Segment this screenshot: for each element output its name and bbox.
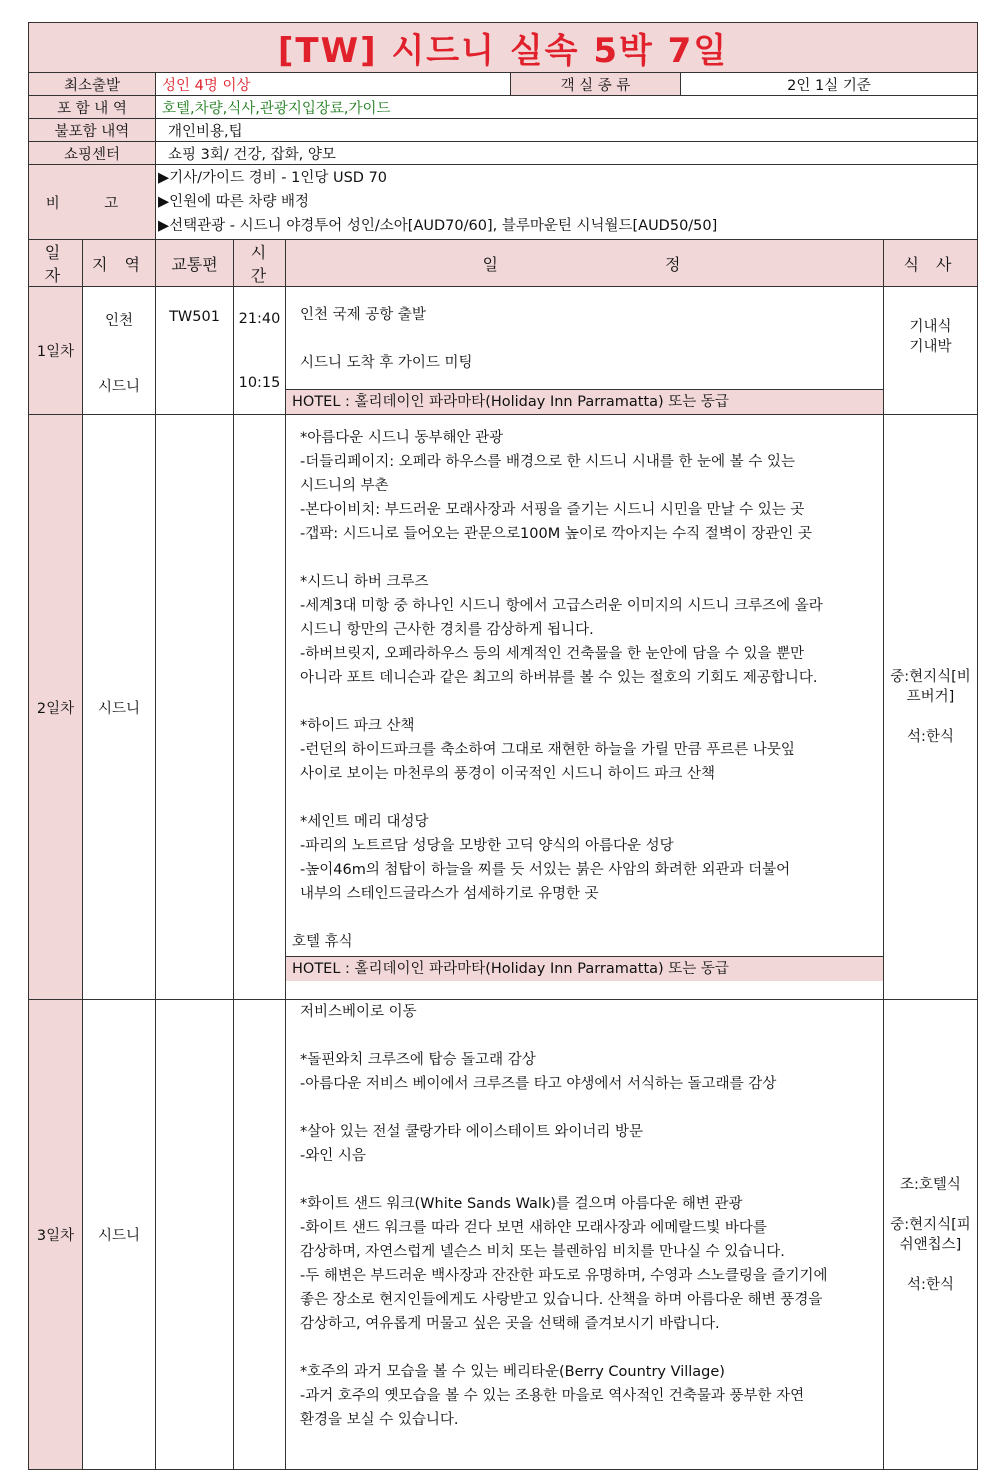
region-cell bbox=[83, 287, 156, 415]
header-time: 시 간 bbox=[234, 240, 286, 287]
header-meal: 식 사 bbox=[884, 240, 978, 287]
time-cell bbox=[234, 287, 286, 415]
min-depart-value: 성인 4명 이상 bbox=[156, 73, 511, 96]
meal-line: 중:현지식[피 bbox=[890, 1216, 971, 1233]
transport-flight: TW501 bbox=[156, 287, 234, 415]
schedule-cell bbox=[286, 1000, 884, 1470]
room-type-label: 객 실 종 류 bbox=[511, 73, 681, 96]
schedule-line bbox=[292, 546, 877, 570]
region-cell: 시드니 bbox=[83, 1000, 156, 1470]
include-label: 포 함 내 역 bbox=[29, 96, 156, 119]
transport-cell bbox=[156, 1000, 234, 1470]
itinerary-document bbox=[28, 22, 977, 1470]
schedule-line: -하버브릿지, 오페라하우스 등의 세계적인 건축물을 한 눈안에 담을 수 있을 뿐만 bbox=[300, 646, 805, 662]
time-depart: 21:40 bbox=[238, 311, 281, 327]
meal-line: 석:한식 bbox=[907, 1276, 954, 1293]
header-transport: 교통편 bbox=[156, 240, 234, 287]
schedule-line: 좋은 장소로 현지인들에게도 사랑받고 있습니다. 산책을 하며 아름다운 해변 풍경을 bbox=[300, 1292, 823, 1308]
remarks-box bbox=[156, 165, 978, 240]
schedule-line: *하이드 파크 산책 bbox=[300, 718, 415, 734]
meal-line: 중:현지식[비 bbox=[890, 669, 971, 685]
remark-line: ▶기사/가이드 경비 - 1인당 USD 70 bbox=[158, 170, 388, 186]
day-label: 3일차 bbox=[29, 1000, 83, 1470]
schedule-line: 호텔 휴식 bbox=[292, 934, 353, 950]
meal-line bbox=[890, 1195, 971, 1215]
schedule-line: 감상하고, 여유롭게 머물고 싶은 곳을 선택해 즐겨보시기 바랍니다. bbox=[300, 1316, 720, 1332]
schedule-line: -과거 호주의 옛모습을 볼 수 있는 조용한 마을로 역사적인 건축물과 풍부한 자연 bbox=[300, 1388, 805, 1404]
remark-line: ▶인원에 따른 차량 배정 bbox=[158, 194, 310, 210]
schedule-line bbox=[292, 906, 877, 930]
schedule-line: *살아 있는 전설 쿨랑가타 에이스테이트 와이너리 방문 bbox=[300, 1124, 644, 1140]
region-end: 시드니 bbox=[97, 379, 141, 395]
info-table bbox=[28, 22, 978, 240]
schedule-line: -갭팍: 시드니로 들어오는 관문으로100M 높이로 깍아지는 수직 절벽이 장관인 곳 bbox=[300, 526, 812, 542]
meal-line: 기내박 bbox=[909, 339, 952, 355]
schedule-line: -아름다운 저비스 베이에서 크루즈를 타고 야생에서 서식하는 돌고래를 감상 bbox=[300, 1076, 777, 1092]
meal-cell bbox=[884, 1000, 978, 1470]
schedule-line: -본다이비치: 부드러운 모래사장과 서핑을 즐기는 시드니 시민을 만날 수 있는 곳 bbox=[300, 502, 805, 518]
transport-cell bbox=[156, 415, 234, 1000]
schedule-line: -파리의 노트르담 성당을 모방한 고딕 양식의 아름다운 성당 bbox=[300, 838, 674, 854]
room-type-value: 2인 1실 기준 bbox=[681, 73, 978, 96]
day-label: 2일차 bbox=[29, 415, 83, 1000]
hotel-line: HOTEL : 홀리데이인 파라마타(Holiday Inn Parramatta) 또는 동급 bbox=[286, 956, 883, 981]
schedule-table bbox=[28, 239, 978, 1470]
schedule-line bbox=[292, 786, 877, 810]
schedule-line: -더들리페이지: 오페라 하우스를 배경으로 한 시드니 시내를 한 눈에 볼 수 있는 bbox=[300, 454, 796, 470]
schedule-line: *아름다운 시드니 동부해안 관광 bbox=[300, 430, 504, 446]
header-schedule: 일 정 bbox=[286, 240, 884, 287]
schedule-line: 환경을 보실 수 있습니다. bbox=[300, 1412, 459, 1428]
day-row bbox=[29, 287, 978, 415]
meal-line bbox=[890, 1255, 971, 1275]
time-cell bbox=[234, 1000, 286, 1470]
schedule-line: 인천 국제 공항 출발 bbox=[300, 307, 426, 323]
schedule-line: *시드니 하버 크루즈 bbox=[300, 574, 429, 590]
meal-cell bbox=[884, 415, 978, 1000]
schedule-line: 시드니의 부촌 bbox=[300, 478, 389, 494]
schedule-line: -와인 시음 bbox=[300, 1148, 366, 1164]
schedule-line: 저비스베이로 이동 bbox=[300, 1004, 417, 1020]
page-title: [TW] 시드니 실속 5박 7일 bbox=[29, 23, 978, 73]
meal-line: 쉬앤칩스] bbox=[899, 1236, 962, 1253]
schedule-line: -런던의 하이드파크를 축소하여 그대로 재현한 하늘을 가릴 만큼 푸르른 나뭇잎 bbox=[300, 742, 795, 758]
header-day: 일 자 bbox=[29, 240, 83, 287]
time-arrive: 10:15 bbox=[238, 375, 281, 391]
schedule-line: 내부의 스테인드글라스가 섬세하기로 유명한 곳 bbox=[300, 886, 599, 902]
schedule-line bbox=[292, 690, 877, 714]
meal-line: 프버거] bbox=[906, 689, 955, 705]
schedule-line: *화이트 샌드 워크(White Sands Walk)를 걸으며 아름다운 해변 관광 bbox=[300, 1196, 743, 1212]
schedule-line: 시드니 항만의 근사한 경치를 감상하게 됩니다. bbox=[300, 622, 594, 638]
meal-line: 조:호텔식 bbox=[900, 1176, 961, 1193]
region-cell: 시드니 bbox=[83, 415, 156, 1000]
schedule-line: *돌핀와치 크루즈에 탑승 돌고래 감상 bbox=[300, 1052, 536, 1068]
schedule-line bbox=[292, 1336, 877, 1360]
schedule-line: *호주의 과거 모습을 볼 수 있는 베리타운(Berry Country Village) bbox=[300, 1364, 725, 1380]
meal-line: 기내식 bbox=[909, 319, 952, 335]
schedule-line: -높이46m의 첨탑이 하늘을 찌를 듯 서있는 붉은 사암의 화려한 외관과 더불어 bbox=[300, 862, 791, 878]
schedule-cell bbox=[286, 415, 884, 1000]
schedule-line: -세계3대 미항 중 하나인 시드니 항에서 고급스러운 이미지의 시드니 크루즈에 올라 bbox=[300, 598, 823, 614]
meal-line bbox=[890, 707, 971, 727]
min-depart-label: 최소출발 bbox=[29, 73, 156, 96]
schedule-line: -두 해변은 부드러운 백사장과 잔잔한 파도로 유명하며, 수영과 스노클링을 즐기기에 bbox=[300, 1268, 828, 1284]
day-row bbox=[29, 1000, 978, 1470]
schedule-line bbox=[292, 1096, 877, 1120]
day-row bbox=[29, 415, 978, 1000]
remark-line: ▶선택관광 - 시드니 야경투어 성인/소아[AUD70/60], 블루마운틴 시닉월드[AUD50/50] bbox=[158, 218, 718, 234]
schedule-cell bbox=[286, 287, 884, 415]
region-start: 인천 bbox=[104, 313, 133, 329]
time-cell bbox=[234, 415, 286, 1000]
schedule-line: -화이트 샌드 워크를 따라 걷다 보면 새하얀 모래사장과 에메랄드빛 바다를 bbox=[300, 1220, 767, 1236]
header-region: 지 역 bbox=[83, 240, 156, 287]
schedule-line: 사이로 보이는 마천루의 풍경이 이국적인 시드니 하이드 파크 산책 bbox=[300, 766, 716, 782]
schedule-line: 감상하며, 자연스럽게 넬슨스 비치 또는 블렌하임 비치를 만나실 수 있습니다. bbox=[300, 1244, 785, 1260]
shopping-value: 쇼핑 3회/ 건강, 잡화, 양모 bbox=[156, 142, 978, 165]
schedule-line bbox=[292, 1024, 877, 1048]
schedule-line: 아니라 포트 데니슨과 같은 최고의 하버뷰를 볼 수 있는 절호의 기회도 제공합니다. bbox=[300, 670, 818, 686]
schedule-line bbox=[292, 1168, 877, 1192]
schedule-line bbox=[292, 327, 877, 351]
include-value: 호텔,차량,식사,관광지입장료,가이드 bbox=[156, 96, 978, 119]
schedule-line: 시드니 도착 후 가이드 미팅 bbox=[300, 355, 473, 371]
schedule-line: *세인트 메리 대성당 bbox=[300, 814, 429, 830]
exclude-value: 개인비용,팁 bbox=[156, 119, 978, 142]
meal-line: 석:한식 bbox=[907, 729, 954, 745]
day-label: 1일차 bbox=[29, 287, 83, 415]
exclude-label: 불포함 내역 bbox=[29, 119, 156, 142]
meal-cell bbox=[884, 287, 978, 415]
remarks-label: 비 고 bbox=[29, 165, 156, 240]
hotel-line: HOTEL : 홀리데이인 파라마타(Holiday Inn Parramatta) 또는 동급 bbox=[286, 389, 883, 414]
shopping-label: 쇼핑센터 bbox=[29, 142, 156, 165]
